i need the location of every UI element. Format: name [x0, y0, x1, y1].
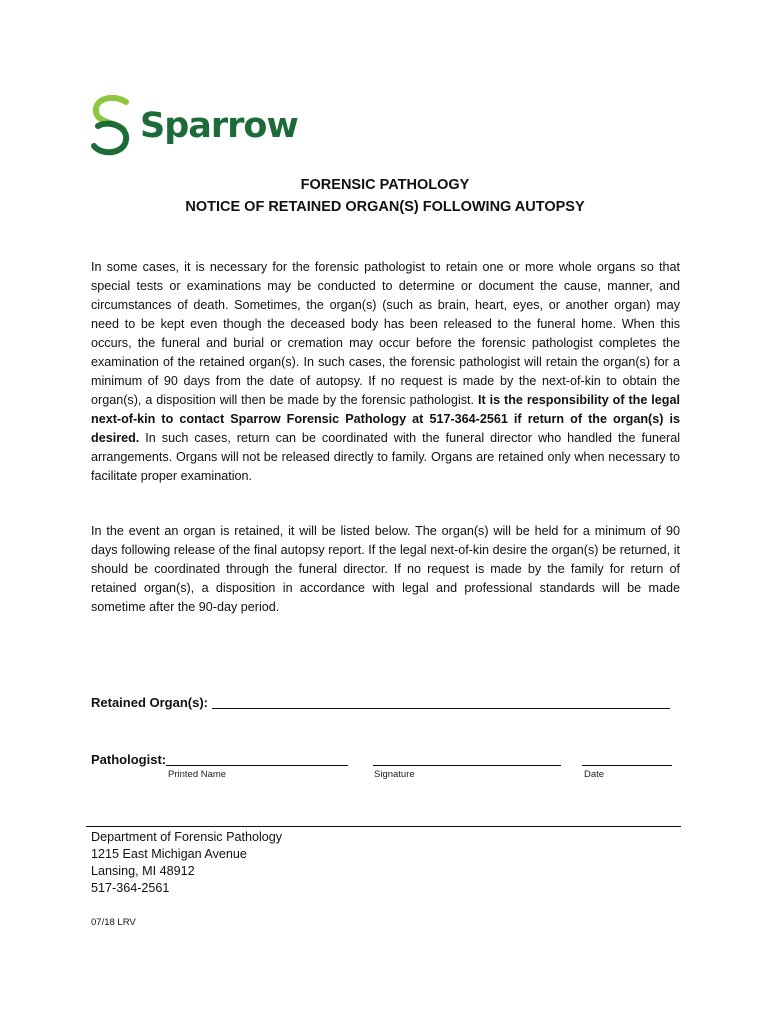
- retained-organs-label: Retained Organ(s):: [91, 695, 209, 710]
- printed-name-caption: Printed Name: [168, 769, 227, 780]
- responsibility-statement: It is the responsibility of the legal next-of-kin to contact Sparrow Forensic Pathology at 517-364-2561 if return of the organ(s) is desired.: [91, 393, 680, 445]
- retained-organs-field[interactable]: [212, 708, 670, 709]
- printed-name-field[interactable]: [166, 765, 348, 766]
- date-caption: Date: [584, 769, 605, 780]
- address-city: Lansing, MI 48912: [91, 864, 195, 878]
- retention-paragraph: In the event an organ is retained, it will be listed below. The organ(s) will be held for a minimum of 90 days following release of the final autopsy report. If the legal next-of-kin desire the organ(s) be returned, it should be coordinated through the funeral director. If no request is made by the family for return of retained organ(s), a disposition in accordance with legal and professional standards will be made sometime after the 90-day period.: [91, 524, 680, 614]
- address-phone: 517-364-2561: [91, 881, 170, 895]
- address-dept: Department of Forensic Pathology: [91, 830, 283, 844]
- intro-paragraph: In some cases, it is necessary for the forensic pathologist to retain one or more whole organs so that special tests or examinations may be conducted to determine or document the cause, manner, and circumstances of death. Sometimes, the organ(s) (such as brain, heart, eyes, or another organ) may need to be kept even though the deceased body has been released to the funeral home. When this occurs, the funeral and burial or cremation may occur before the forensic pathologist completes the examination of the retained organ(s). In such cases, the forensic pathologist will retain the organ(s) for a minimum of 90 days from the date of autopsy. If no request is made by the next-of-kin to obtain the organ(s), a disposition will then be made by the forensic pathologist. It is the responsibility of the legal next-of-kin to contact Sparrow Forensic Pathology at 517-364-2561 if return of the organ(s) is desired. In such cases, return can be coordinated with the funeral director who handled the funeral arrangements. Organs will not be released directly to family. Organs are retained only when necessary to facilitate proper examination.: [91, 260, 680, 483]
- pathologist-label: Pathologist:: [91, 752, 167, 767]
- logo-wordmark: Sparrow: [140, 106, 298, 146]
- signature-caption: Signature: [374, 769, 415, 780]
- address-street: 1215 East Michigan Avenue: [91, 847, 247, 861]
- signature-field[interactable]: [373, 765, 561, 766]
- date-field[interactable]: [582, 765, 672, 766]
- divider: [86, 826, 681, 827]
- page-title: FORENSIC PATHOLOGY: [300, 177, 470, 193]
- form-revision: 07/18 LRV: [91, 917, 136, 928]
- page-subtitle: NOTICE OF RETAINED ORGAN(S) FOLLOWING AUTOPSY: [185, 199, 585, 215]
